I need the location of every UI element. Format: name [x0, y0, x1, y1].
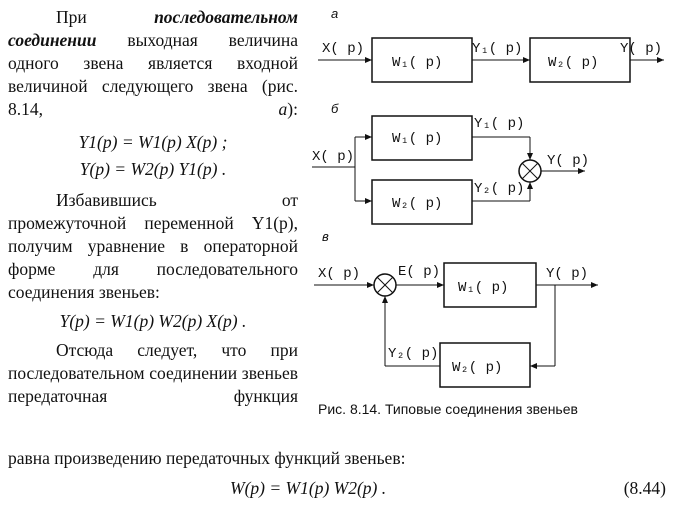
equation-2: Y(p) = W2(p) Y1(p) .: [79, 159, 227, 179]
figure-caption: Рис. 8.14. Типовые соединения звеньев: [318, 401, 578, 417]
diagram-a-w2: W₂( p): [548, 55, 599, 71]
equation-4: W(p) = W1(p) W2(p) .: [230, 478, 387, 498]
paragraph-1: При последовательном соединении выходная величина одного звена является входной величиной следующего звена (рис. 8.14, а):: [8, 7, 298, 119]
diagram-c-output: Y( p): [546, 266, 589, 282]
paragraph-3: Отсюда следует, что при последовательном соединении звеньев передаточная функция: [8, 340, 298, 406]
diagram-c-y2: Y₂( p): [388, 346, 439, 362]
equation-number: (8.44): [623, 478, 666, 498]
diagram-b-label: б: [331, 101, 339, 116]
diagram-c-w1: W₁( p): [458, 280, 509, 296]
equation-1: Y1(p) = W1(p) X(p) ;: [78, 132, 228, 152]
diagram-a-input: X( p): [322, 41, 365, 57]
equation-3: Y(p) = W1(p) W2(p) X(p) .: [59, 311, 247, 331]
diagram-b-input: X( p): [312, 149, 355, 165]
diagram-a-output: Y( p): [620, 41, 663, 57]
diagram-b-y1: Y₁( p): [474, 116, 525, 132]
diagram-b-w2: W₂( p): [392, 196, 443, 212]
diagram-b: [312, 116, 589, 224]
diagram-c: [314, 263, 598, 387]
paragraph-4: равна произведению передаточных функций звеньев:: [8, 448, 406, 468]
diagram-a-label: а: [331, 6, 339, 21]
diagram-c-w2: W₂( p): [452, 360, 503, 376]
diagram-b-output: Y( p): [547, 153, 590, 169]
diagram-b-y2: Y₂( p): [474, 181, 525, 197]
diagram-a-y1: Y₁( p): [472, 41, 523, 57]
term-serial: последовательном соединении: [8, 7, 298, 50]
diagram-c-input: X( p): [318, 266, 361, 282]
diagram-a-w1: W₁( p): [392, 55, 443, 71]
diagram-c-label: в: [322, 229, 329, 244]
paragraph-2: Избавившись от промежуточной переменной Y1(p), получим уравнение в операторной форме для последовательного соединения звеньев:: [8, 190, 298, 302]
diagram-c-error: E( p): [398, 264, 441, 280]
diagram-a: [318, 38, 664, 82]
diagram-b-w1: W₁( p): [392, 131, 443, 147]
